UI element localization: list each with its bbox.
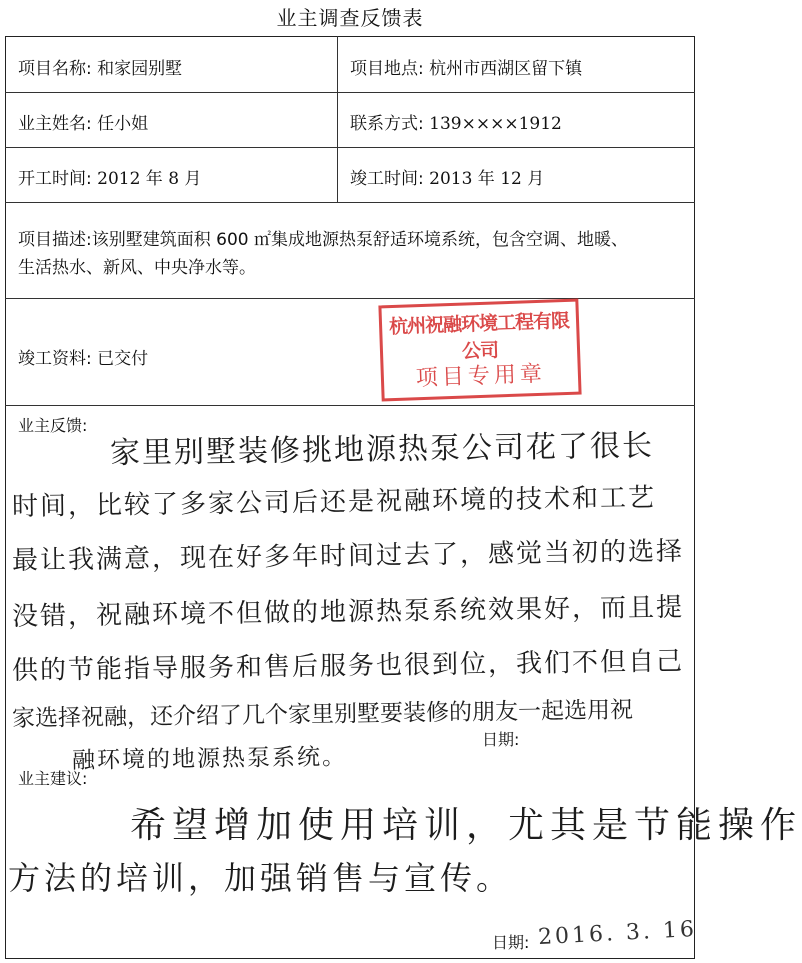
feedback-line-3: 最让我满意，现在好多年时间过去了，感觉当初的选择 xyxy=(11,536,685,576)
feedback-line-6: 家选择祝融，还介绍了几个家里别墅要装修的朋友一起选用祝 xyxy=(11,697,634,732)
stamp-purpose: 项目专用章 xyxy=(415,361,547,392)
feedback-line-1: 家里别墅装修挑地源热泵公司花了很长 xyxy=(109,428,655,471)
start-time-value: 2012 年 8 月 xyxy=(97,169,202,189)
finish-time-field xyxy=(350,164,544,189)
description-label: 项目描述: xyxy=(18,230,92,250)
suggestion-line-2: 方法的培训，加强销售与宣传。 xyxy=(8,859,513,897)
feedback-line-2: 时间，比较了多家公司后还是祝融环境的技术和工艺 xyxy=(11,483,657,522)
feedback-line-5: 供的节能指导服务和售后服务也很到位，我们不但自己 xyxy=(11,646,685,686)
form-title: 业主调查反馈表 xyxy=(276,6,424,30)
completion-docs-label: 竣工资料: xyxy=(18,349,92,369)
owner-name-value: 任小姐 xyxy=(97,114,149,134)
completion-docs-field xyxy=(18,344,148,369)
row-divider xyxy=(5,147,695,148)
description-line-2: 生活热水、新风、中央净水等。 xyxy=(18,258,256,278)
suggestion-date-label: 日期: xyxy=(492,933,530,952)
feedback-label: 业主反馈: xyxy=(18,416,88,435)
contact-field xyxy=(350,109,562,134)
feedback-date-label: 日期: xyxy=(482,730,520,749)
project-location-value: 杭州市西湖区留下镇 xyxy=(429,59,583,79)
start-time-field xyxy=(18,164,201,189)
row-divider xyxy=(5,298,695,299)
finish-time-value: 2013 年 12 月 xyxy=(429,169,545,189)
row-divider xyxy=(5,92,695,93)
company-stamp xyxy=(378,299,581,402)
project-name-field xyxy=(18,54,182,79)
feedback-line-7: 融环境的地源热泵系统。 xyxy=(71,744,348,774)
project-name-value: 和家园别墅 xyxy=(97,59,183,79)
project-location-field xyxy=(350,54,582,79)
feedback-line-4: 没错，祝融环境不但做的地源热泵系统效果好，而且提 xyxy=(11,592,685,632)
stamp-company-name: 杭州祝融环境工程有限公司 xyxy=(388,309,570,363)
project-name-label: 项目名称: xyxy=(18,59,92,79)
row-divider xyxy=(5,202,695,203)
suggestion-date-value: 2016. 3. 16 xyxy=(537,916,698,951)
contact-value: 139××××1912 xyxy=(429,114,562,134)
owner-name-field xyxy=(18,109,148,134)
suggestion-label: 业主建议: xyxy=(18,769,88,788)
owner-name-label: 业主姓名: xyxy=(18,114,92,134)
project-description xyxy=(18,226,678,282)
finish-time-label: 竣工时间: xyxy=(350,169,424,189)
project-location-label: 项目地点: xyxy=(350,59,424,79)
start-time-label: 开工时间: xyxy=(18,169,92,189)
completion-docs-value: 已交付 xyxy=(97,349,149,369)
suggestion-line-1: 希望增加使用培训，尤其是节能操作 xyxy=(130,805,802,846)
contact-label: 联系方式: xyxy=(350,114,424,134)
row-divider xyxy=(5,405,695,406)
column-divider xyxy=(337,36,338,202)
description-line-1: 该别墅建筑面积 600 ㎡集成地源热泵舒适环境系统，包含空调、地暖、 xyxy=(91,230,628,250)
